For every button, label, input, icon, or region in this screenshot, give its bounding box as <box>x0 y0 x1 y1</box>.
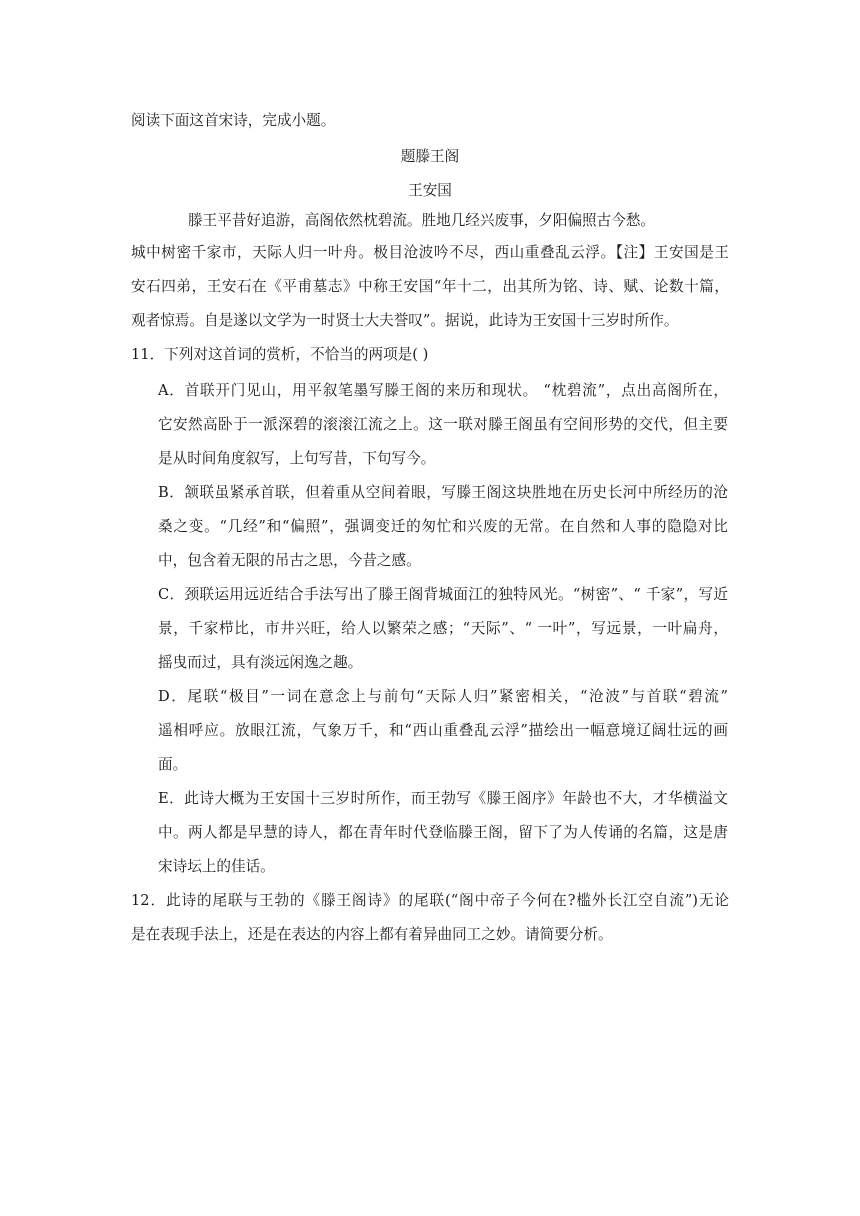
intro: 阅读下面这首宋诗，完成小题。 <box>131 112 336 129</box>
option-c-line: C．颈联运用远近结合手法写出了滕王阁背城面江的独特风光。“树密”、“ 千家”，写近 <box>158 586 728 603</box>
poem-author: 王安国 <box>408 182 452 199</box>
option-a-line: A．首联开门见山，用平叙笔墨写滕王阁的来历和现状。 “枕碧流”，点出高阁所在， <box>158 382 728 399</box>
option-e-line: 中。两人都是早慧的诗人，都在青年时代登临滕王阁，留下了为人传诵的名篇，这是唐 <box>158 824 728 841</box>
poem-line-1: 滕王平昔好追游，高阁依然枕碧流。胜地几经兴废事，夕阳偏照古今愁。 <box>188 212 656 229</box>
option-a-line: 是从时间角度叙写，上句写昔，下句写今。 <box>158 450 436 467</box>
option-c-line: 景，千家栉比，市井兴旺，给人以繁荣之感；“天际”、“ 一叶”，写远景，一叶扁舟， <box>158 620 728 637</box>
question-11-stem: 11．下列对这首词的赏析，不恰当的两项是( ) <box>131 346 429 363</box>
option-d-line: 遥相呼应。放眼江流，气象万千，和“西山重叠乱云浮”描绘出一幅意境辽阔壮远的画 <box>158 722 728 739</box>
poem-line-4: 观者惊焉。自是遂以文学为一时贤士大夫誉叹”。据说，此诗为王安国十三岁时所作。 <box>131 312 679 329</box>
option-b-line: 桑之变。“几经”和“偏照”，强调变迁的匆忙和兴废的无常。在自然和人事的隐隐对比 <box>158 518 728 535</box>
poem-line-2: 城中树密千家市，天际人归一叶舟。极目沧波吟不尽，西山重叠乱云浮。【注】王安国是王 <box>131 244 729 261</box>
poem-line-3: 安石四弟，王安石在《平甫墓志》中称王安国“年十二，出其所为铭、诗、赋、论数十篇， <box>131 278 729 295</box>
option-e-line: 宋诗坛上的佳话。 <box>158 858 275 875</box>
option-e-line: E．此诗大概为王安国十三岁时所作，而王勃写《滕王阁序》年龄也不大，才华横溢文 <box>158 790 728 807</box>
question-12-line: 12．此诗的尾联与王勃的《滕王阁诗》的尾联(“阁中帝子今何在?槛外长江空自流”)无论 <box>131 892 729 909</box>
option-d-line: D．尾联“极目”一词在意念上与前句“天际人归”紧密相关，“沧波”与首联“碧流” <box>158 688 728 705</box>
option-b-line: 中，包含着无限的吊古之思，今昔之感。 <box>158 552 421 569</box>
option-a-line: 它安然高卧于一派深碧的滚滚江流之上。这一联对滕王阁虽有空间形势的交代，但主要 <box>158 416 728 433</box>
option-d-line: 面。 <box>158 756 188 773</box>
option-b-line: B．颔联虽紧承首联，但着重从空间着眼，写滕王阁这块胜地在历史长河中所经历的沧 <box>158 484 728 501</box>
question-12-line: 是在表现手法上，还是在表达的内容上都有着异曲同工之妙。请简要分析。 <box>131 926 613 943</box>
poem-title: 题滕王阁 <box>400 148 460 165</box>
option-c-line: 摇曳而过，具有淡远闲逸之趣。 <box>158 654 363 671</box>
